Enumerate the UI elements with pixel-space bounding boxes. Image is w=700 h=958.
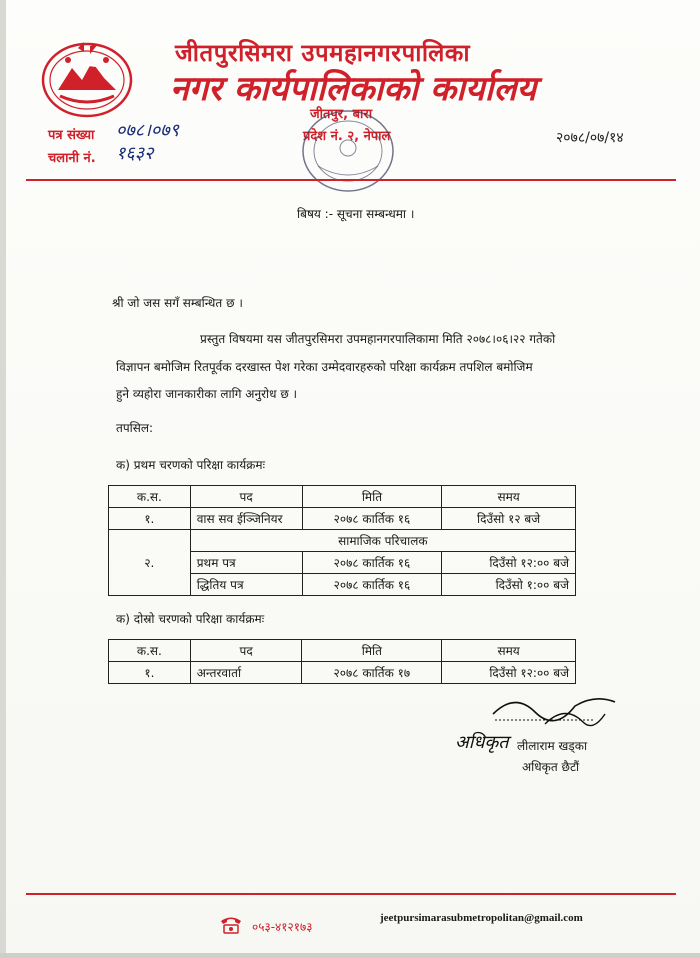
cell-time: दिउँसो १:०० बजे [442,574,576,596]
header-time: समय [442,640,576,662]
header-sn: क.स. [109,640,191,662]
cell-post: द्धितिय पत्र [190,574,302,596]
cell-date: २०७८ कार्तिक १७ [302,662,442,684]
tapasil-label: तपसिल: [116,421,154,435]
cell-date: २०७८ कार्तिक १६ [302,508,442,530]
cell-post: प्रथम पत्र [190,552,302,574]
section2-title: क) दोस्रो चरणको परिक्षा कार्यक्रमः [116,612,265,626]
org-name-line2: नगर कार्यपालिकाको कार्यालय [170,69,537,109]
org-name-line1: जीतपुरसिमरा उपमहानगरपालिका [175,39,471,67]
subject-line: बिषय :- सूचना सम्बन्धमा । [297,207,415,221]
cell-time: दिउँसो १२:०० बजे [442,662,576,684]
table-header-row [109,486,576,508]
location-line1: जीतपुर, बारा [310,107,373,122]
footer-email: jeetpursimarasubmetropolitan@gmail.com [380,912,583,924]
header-date: मिति [302,486,442,508]
body-line-2: विज्ञापन बमोजिम रितपूर्वक दरखास्त पेश गरेका उम्मेदवारहरुको परिक्षा कार्यक्रम तपशिल बमोजिम [116,360,533,374]
table-header-row [109,640,576,662]
header-time: समय [442,486,576,508]
telephone-icon [218,914,244,934]
salutation: श्री जो जस सगँ सम्बन्धित छ । [112,296,243,310]
cell-post: वास सव ईञ्जिनियर [190,508,302,530]
chalani-label: चलानी नं. [48,151,96,166]
footer-divider [26,893,676,895]
location-line2: प्रदेश नं. २, नेपाल [303,129,391,144]
handwritten-designation: अधिकृत [455,732,509,753]
header-date: मिति [302,640,442,662]
body-line-3: हुने व्यहोरा जानकारीका लागि अनुरोध छ । [116,387,298,401]
cell-date: २०७८ कार्तिक १६ [302,552,442,574]
table-row [109,530,576,552]
cell-time: दिउँसो १२ बजे [442,508,576,530]
scan-edge-left [0,0,6,958]
section1-title: क) प्रथम चरणको परिक्षा कार्यक्रमः [116,458,266,472]
body-line-1: प्रस्तुत विषयमा यस जीतपुरसिमरा उपमहानगरपालिकामा मिति २०७८।०६।२२ गतेको [200,332,556,346]
cell-date: २०७८ कार्तिक १६ [302,574,442,596]
cell-post: अन्तरवार्ता [190,662,302,684]
letter-date: २०७८/०७/१४ [556,130,624,146]
footer-phone: ०५३-४१२१७३ [252,920,313,934]
patra-sankhya-label: पत्र संख्या [48,128,95,143]
chalani-value: १६३२ [116,143,154,164]
header-post: पद [190,486,302,508]
scan-edge-bottom [0,953,700,958]
patra-sankhya-value: ०७८।०७९ [116,120,179,141]
cell-group-title: सामाजिक परिचालक [190,530,575,552]
cell-sn: २. [109,530,191,596]
cell-sn: १. [109,508,191,530]
header-divider [26,179,676,181]
signatory-title: अधिकृत छैटौं [522,760,580,774]
municipality-emblem-icon [38,38,136,118]
cell-sn: १. [109,662,191,684]
table-row [109,508,576,530]
cell-time: दिउँसो १२:०० बजे [442,552,576,574]
exam-schedule-table-1 [108,485,576,596]
header-sn: क.स. [109,486,191,508]
signatory-name: लीलाराम खड्का [517,739,588,753]
office-stamp-icon [298,106,398,196]
exam-schedule-table-2 [108,639,576,684]
table-row [109,662,576,684]
header-post: पद [190,640,302,662]
